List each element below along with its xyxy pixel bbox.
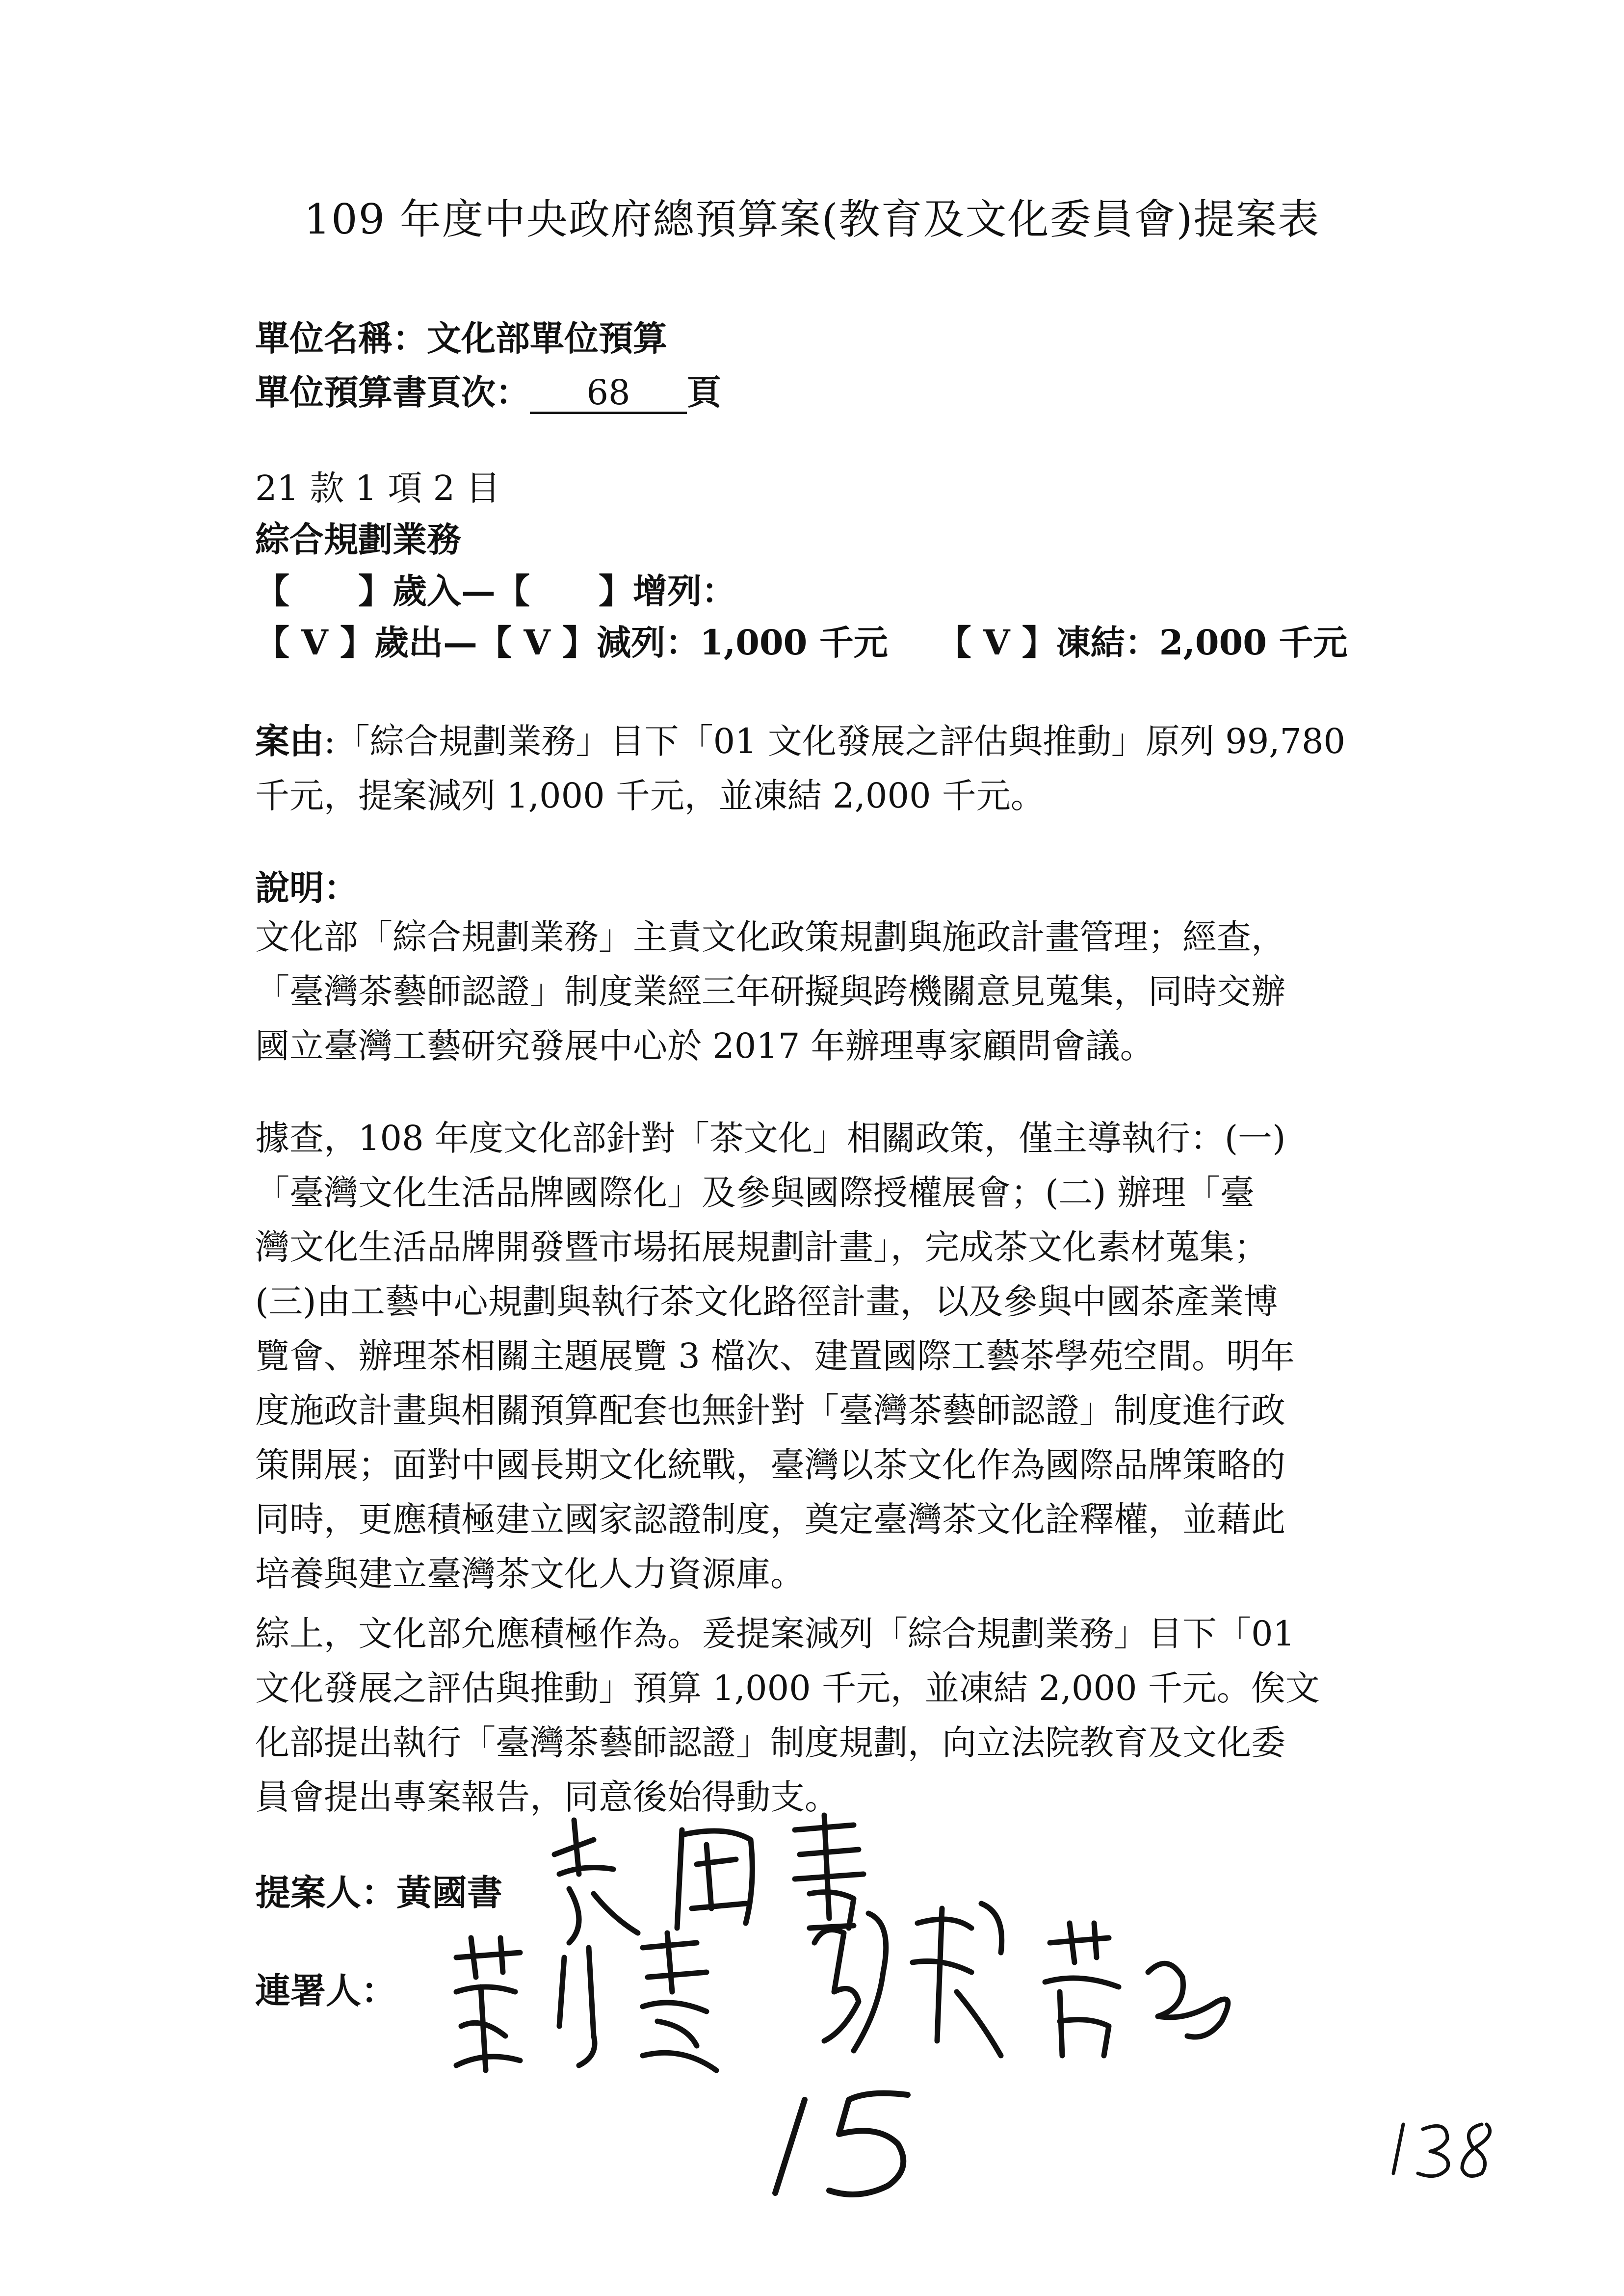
- expense-text-1: 歲出—: [374, 622, 478, 663]
- findings-line: (三)由工藝中心規劃與執行茶文化路徑計畫，以及參與中國茶產業博: [255, 1281, 1278, 1322]
- explain-line: 國立臺灣工藝研究發展中心於 2017 年辦理專家顧問會議。: [255, 1026, 1154, 1066]
- cosigner-signature-1: [442, 1928, 756, 2085]
- expense-bracket-2: 【 V 】: [477, 622, 597, 663]
- revenue-bracket-1: 【 】: [255, 571, 393, 611]
- page-ref-suffix: 頁: [687, 372, 721, 413]
- revenue-bracket-2: 【 】: [496, 571, 633, 611]
- page-ref-label: 單位預算書頁次：: [255, 372, 530, 413]
- findings-line: 同時，更應積極建立國家認證制度，奠定臺灣茶文化詮釋權，並藉此: [255, 1499, 1285, 1539]
- revenue-line: [255, 571, 736, 611]
- conclusion-paragraph: [255, 1607, 1384, 1825]
- page-number: [1384, 2110, 1511, 2183]
- findings-line: 度施政計畫與相關預算配套也無針對「臺灣茶藝師認證」制度進行政: [255, 1390, 1285, 1431]
- unit-name-line: [255, 318, 667, 359]
- findings-line: 灣文化生活品牌開發暨市場拓展規劃計畫」，完成茶文化素材蒐集；: [255, 1227, 1268, 1267]
- conclusion-line: 員會提出專案報告，同意後始得動支。: [255, 1777, 839, 1817]
- unit-name: 文化部單位預算: [427, 318, 667, 359]
- findings-line: 據查，108 年度文化部針對「茶文化」相關政策，僅主導執行：(一): [255, 1118, 1286, 1158]
- case-label: 案由: [255, 721, 324, 761]
- page-title: 109 年度中央政府總預算案(教育及文化委員會)提案表: [304, 195, 1320, 243]
- findings-line: 覽會、辦理茶相關主題展覽 3 檔次、建置國際工藝茶學苑空間。明年: [255, 1336, 1295, 1376]
- expense-text-3: 凍結：2,000 千元: [1056, 622, 1348, 663]
- unit-name-label: 單位名稱：: [255, 318, 427, 359]
- page-ref-value: 68: [530, 375, 687, 414]
- conclusion-line: 文化發展之評估與推動」預算 1,000 千元，並凍結 2,000 千元。俟文: [255, 1668, 1320, 1708]
- expense-bracket-3: 【 V 】: [937, 622, 1056, 663]
- item-name: 綜合規劃業務: [255, 519, 461, 560]
- case-text-2: 千元，提案減列 1,000 千元，並凍結 2,000 千元。: [255, 776, 1045, 816]
- page-ref-line: [255, 372, 721, 414]
- findings-line: 「臺灣文化生活品牌國際化」及參與國際授權展會；(二) 辦理「臺: [255, 1173, 1255, 1213]
- revenue-text-1: 歲入—: [393, 571, 496, 611]
- case-paragraph: [255, 714, 1384, 823]
- explain-paragraph: [255, 910, 1384, 1073]
- findings-line: 培養與建立臺灣茶文化人力資源庫。: [255, 1554, 805, 1594]
- proposer-label: 提案人：黃國書: [255, 1872, 503, 1913]
- expense-text-2: 減列：1,000 千元: [597, 622, 888, 663]
- explain-line: 「臺灣茶藝師認證」制度業經三年研擬與跨機關意見蒐集，同時交辦: [255, 971, 1285, 1012]
- cosigner-label: 連署人：: [255, 1970, 397, 2011]
- expense-bracket-1: 【 V 】: [255, 622, 375, 663]
- findings-paragraph: [255, 1111, 1384, 1601]
- conclusion-line: 綜上，文化部允應積極作為。爰提案減列「綜合規劃業務」目下「01: [255, 1614, 1295, 1654]
- case-text-1: :「綜合規劃業務」目下「01 文化發展之評估與推動」原列 99,780: [324, 721, 1346, 761]
- expense-line: [255, 622, 1348, 663]
- revenue-text-2: 增列：: [633, 571, 736, 611]
- explain-label: 說明：: [255, 867, 358, 908]
- item-code: 21 款 1 項 2 目: [255, 468, 500, 508]
- cosigner-signature-2: [795, 1894, 1256, 2080]
- findings-line: 策開展；面對中國長期文化統戰，臺灣以茶文化作為國際品牌策略的: [255, 1445, 1285, 1485]
- conclusion-line: 化部提出執行「臺灣茶藝師認證」制度規劃，向立法院教育及文化委: [255, 1722, 1285, 1763]
- handwritten-number: [756, 2080, 942, 2208]
- explain-line: 文化部「綜合規劃業務」主責文化政策規劃與施政計畫管理；經查，: [255, 917, 1285, 957]
